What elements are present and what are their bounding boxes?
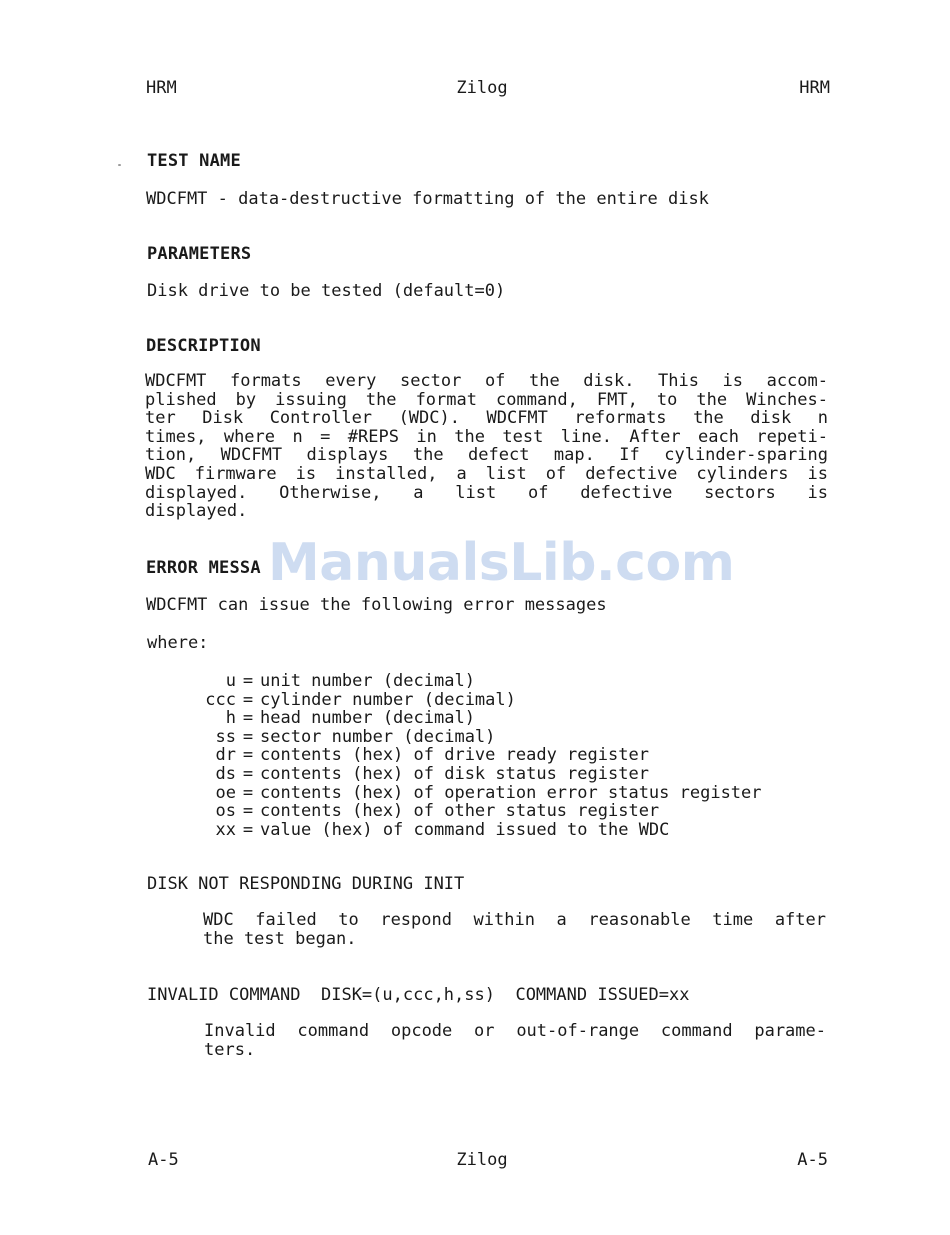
definition-row bbox=[190, 802, 762, 821]
test-name-heading: TEST NAME bbox=[147, 151, 241, 171]
description-line: displayed. bbox=[145, 501, 248, 522]
error-title-disk-not-responding: DISK NOT RESPONDING DURING INIT bbox=[147, 874, 465, 894]
error-desc-line: WDC failed to respond within a reasonable time after bbox=[203, 910, 826, 930]
watermark: ManualsLib.com bbox=[268, 533, 735, 593]
equals-sign: = bbox=[242, 819, 254, 840]
scan-speck bbox=[118, 164, 121, 166]
definition-meaning: contents (hex) of operation error status register bbox=[260, 782, 762, 803]
header-right: HRM bbox=[799, 78, 830, 98]
definition-symbol: oe bbox=[215, 782, 236, 803]
definition-symbol: ds bbox=[215, 763, 236, 784]
error-intro: WDCFMT can issue the following error messages bbox=[146, 595, 607, 615]
description-line: WDC firmware is installed, a list of defective cylinders is bbox=[145, 463, 828, 484]
definition-row bbox=[190, 728, 762, 747]
equals-sign: = bbox=[242, 782, 254, 803]
definition-row bbox=[190, 821, 762, 840]
definition-meaning: cylinder number (decimal) bbox=[260, 689, 516, 710]
footer-right: A-5 bbox=[797, 1150, 828, 1170]
footer-left: A-5 bbox=[148, 1150, 179, 1170]
description-line: displayed. Otherwise, a list of defective sectors is bbox=[145, 482, 828, 503]
description-line: times, where n = #REPS in the test line. After each repeti- bbox=[145, 426, 828, 447]
equals-sign: = bbox=[242, 745, 254, 766]
definition-row bbox=[190, 691, 762, 710]
definition-meaning: sector number (decimal) bbox=[260, 726, 496, 747]
error-title-invalid-command: INVALID COMMAND DISK=(u,ccc,h,ss) COMMAND ISSUED=xx bbox=[147, 985, 690, 1005]
definition-meaning: head number (decimal) bbox=[260, 708, 475, 729]
error-desc-disk-not-responding bbox=[203, 911, 826, 948]
error-desc-line: Invalid command opcode or out-of-range command parame- bbox=[204, 1021, 826, 1041]
equals-sign: = bbox=[242, 689, 254, 710]
definition-symbol: h bbox=[225, 708, 236, 729]
definition-meaning: value (hex) of command issued to the WDC bbox=[260, 819, 670, 840]
description-line: ter Disk Controller (WDC). WDCFMT reformats the disk n bbox=[145, 408, 828, 429]
definition-symbol: ccc bbox=[205, 689, 236, 710]
description-heading: DESCRIPTION bbox=[146, 336, 261, 356]
definition-meaning: contents (hex) of other status register bbox=[260, 801, 660, 822]
error-desc-line: ters. bbox=[204, 1039, 256, 1060]
header-center: Zilog bbox=[456, 78, 508, 98]
definition-meaning: unit number (decimal) bbox=[260, 671, 475, 691]
equals-sign: = bbox=[242, 726, 254, 747]
error-desc-invalid-command bbox=[204, 1022, 826, 1059]
definition-row bbox=[190, 709, 762, 728]
parameters-body: Disk drive to be tested (default=0) bbox=[147, 281, 506, 301]
definition-symbol: u bbox=[225, 671, 236, 691]
footer-center: Zilog bbox=[456, 1150, 508, 1170]
equals-sign: = bbox=[242, 671, 254, 691]
description-line: tion, WDCFMT displays the defect map. If cylinder-sparing bbox=[145, 445, 828, 466]
definition-row bbox=[190, 765, 762, 784]
description-line: plished by issuing the format command, FMT, to the Winches- bbox=[145, 389, 828, 410]
error-messages-heading: ERROR MESSA bbox=[146, 558, 261, 578]
description-line: WDCFMT formats every sector of the disk. This is accom- bbox=[145, 371, 828, 391]
definition-meaning: contents (hex) of drive ready register bbox=[260, 745, 649, 766]
where-label: where: bbox=[147, 633, 209, 653]
description-paragraph bbox=[145, 372, 828, 521]
parameters-heading: PARAMETERS bbox=[147, 244, 252, 264]
definition-row bbox=[190, 672, 762, 691]
equals-sign: = bbox=[242, 763, 254, 784]
definition-symbol: dr bbox=[215, 745, 236, 766]
definition-meaning: contents (hex) of disk status register bbox=[260, 763, 649, 784]
error-desc-line: the test began. bbox=[203, 928, 357, 949]
equals-sign: = bbox=[242, 708, 254, 729]
test-name-body: WDCFMT - data-destructive formatting of the entire disk bbox=[146, 189, 709, 209]
definition-row bbox=[190, 784, 762, 803]
definition-row bbox=[190, 746, 762, 765]
definition-symbol: xx bbox=[215, 819, 236, 840]
equals-sign: = bbox=[242, 801, 254, 822]
definition-symbol: ss bbox=[215, 726, 236, 747]
header-left: HRM bbox=[146, 78, 177, 98]
definition-symbol: os bbox=[215, 801, 236, 822]
definition-list bbox=[190, 672, 762, 839]
